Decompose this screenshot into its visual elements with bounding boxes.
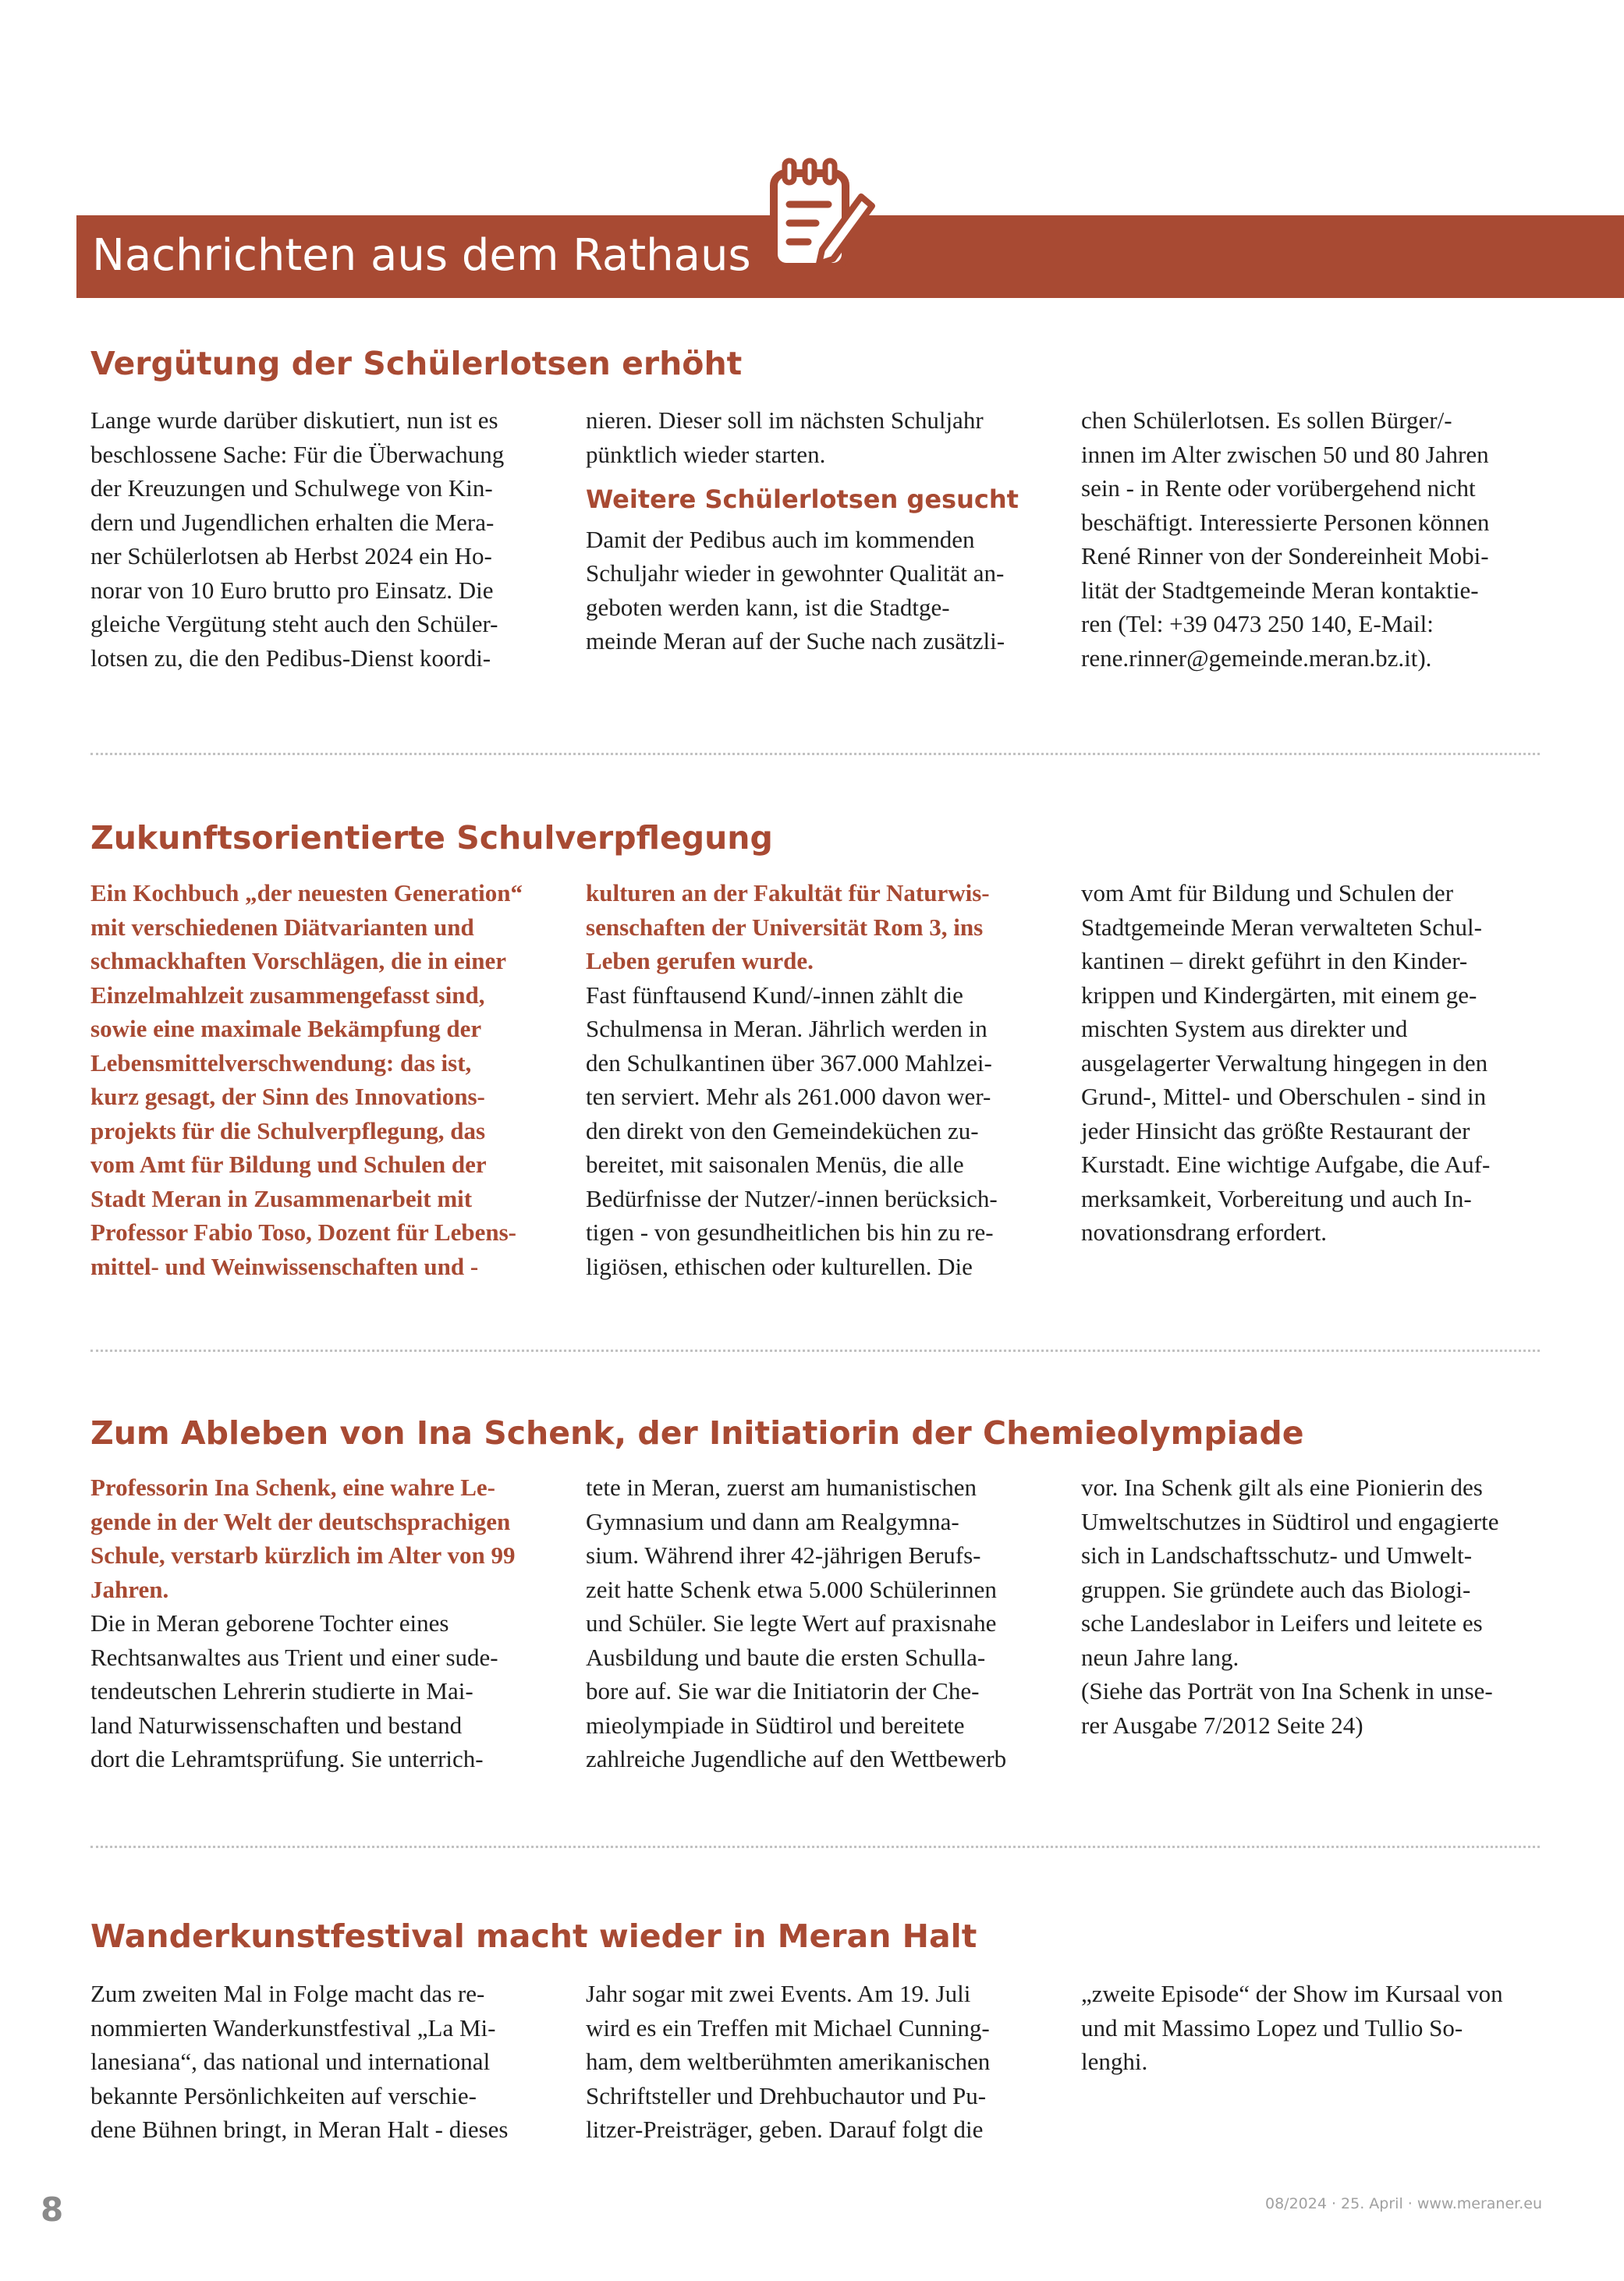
text-line: (Siehe das Porträt von Ina Schenk in unse- <box>1081 1677 1493 1705</box>
text-line: wird es ein Treffen mit Michael Cunning- <box>586 2013 990 2042</box>
section-divider <box>90 1846 1540 1848</box>
text-line: Gymnasium und dann am Realgymna- <box>586 1507 959 1535</box>
text-line: „zweite Episode“ der Show im Kursaal von <box>1081 1980 1503 2007</box>
article-schuelerlotsen <box>90 345 1541 672</box>
footer-info: 08/2024 · 25. April · www.meraner.eu <box>1265 2195 1542 2212</box>
lead-line: Ein Kochbuch „der neuesten Generation“ <box>90 879 523 906</box>
text-line: ten serviert. Mehr als 261.000 davon wer- <box>586 1083 991 1110</box>
lead-line: Einzelmahlzeit zusammengefasst sind, <box>90 981 485 1009</box>
text-line: ausgelagerter Verwaltung hingegen in den <box>1081 1048 1488 1077</box>
section-title: Nachrichten aus dem Rathaus <box>92 230 751 281</box>
text-line: lität der Stadtgemeinde Meran kontaktie- <box>1081 576 1479 604</box>
lead-line: kurz gesagt, der Sinn des Innovations- <box>90 1083 485 1110</box>
lead-line: mit verschiedenen Diätvarianten und <box>90 913 474 941</box>
article-column <box>1081 876 1541 1283</box>
text-line: bekannte Persönlichkeiten auf verschie- <box>90 2081 477 2109</box>
text-line: zeit hatte Schenk etwa 5.000 Schülerinnen <box>586 1575 997 1603</box>
text-line: Stadtgemeinde Meran verwalteten Schul- <box>1081 913 1482 941</box>
text-line: Kurstadt. Eine wichtige Aufgabe, die Auf- <box>1081 1151 1491 1178</box>
text-line: sich in Landschaftsschutz- und Umwelt- <box>1081 1541 1473 1569</box>
text-line: und mit Massimo Lopez und Tullio So- <box>1081 2013 1463 2042</box>
lead-line: sowie eine maximale Bekämpfung der <box>90 1015 482 1042</box>
text-line: Fast fünftausend Kund/-innen zählt die <box>586 981 963 1009</box>
article-wanderkunstfestival <box>90 1917 1541 2143</box>
lead-line: Schule, verstarb kürzlich im Alter von 99 <box>90 1541 516 1569</box>
text-line: rer Ausgabe 7/2012 Seite 24) <box>1081 1711 1363 1739</box>
article-column <box>90 403 551 675</box>
text-line: litzer-Preisträger, geben. Darauf folgt die <box>586 2116 984 2143</box>
article-column <box>90 1977 551 2147</box>
article-title: Zum Ableben von Ina Schenk, der Initiatiorin der Chemieolympiade <box>90 1414 1304 1452</box>
text-line: nieren. Dieser soll im nächsten Schuljahr <box>586 406 984 434</box>
section-divider <box>90 753 1540 755</box>
text-line: krippen und Kindergärten, mit einem ge- <box>1081 981 1477 1009</box>
text-line: Damit der Pedibus auch im kommenden <box>586 525 975 553</box>
lead-line: gende in der Welt der deutschsprachigen <box>90 1507 511 1535</box>
text-line: zahlreiche Jugendliche auf den Wettbewerb <box>586 1745 1007 1772</box>
lead-line: vom Amt für Bildung und Schulen der <box>90 1151 487 1178</box>
article-column <box>586 1977 1046 2147</box>
text-line: Lange wurde darüber diskutiert, nun ist es <box>90 406 498 434</box>
text-line: Schulmensa in Meran. Jährlich werden in <box>586 1015 988 1042</box>
text-line: der Kreuzungen und Schulwege von Kin- <box>90 474 493 502</box>
article-title: Zukunftsorientierte Schulverpflegung <box>90 819 773 857</box>
text-line: land Naturwissenschaften und bestand <box>90 1711 463 1739</box>
article-column <box>586 1470 1046 1776</box>
lead-line: Professorin Ina Schenk, eine wahre Le- <box>90 1474 495 1501</box>
page-number: 8 <box>41 2191 64 2229</box>
text-line: lanesiana“, das national und international <box>90 2048 491 2075</box>
text-line: gleiche Vergütung steht auch den Schüler- <box>90 610 498 637</box>
text-line: tigen - von gesundheitlichen bis hin zu re- <box>586 1219 994 1246</box>
text-line: vor. Ina Schenk gilt als eine Pionierin des <box>1081 1474 1483 1501</box>
text-line: sium. Während ihrer 42-jährigen Berufs- <box>586 1541 981 1569</box>
article-column <box>586 876 1046 1283</box>
text-line: kantinen – direkt geführt in den Kinder- <box>1081 947 1468 974</box>
text-line: ner Schülerlotsen ab Herbst 2024 ein Ho- <box>90 542 492 569</box>
text-line: den direkt von den Gemeindeküchen zu- <box>586 1116 979 1144</box>
article-title: Wanderkunstfestival macht wieder in Meran Halt <box>90 1917 977 1955</box>
article-column <box>586 403 1046 675</box>
article-column <box>1081 1977 1541 2147</box>
text-line: ham, dem weltberühmten amerikanischen <box>586 2048 991 2075</box>
article-ina-schenk <box>90 1414 1541 1772</box>
article-column <box>90 876 551 1283</box>
article-title: Vergütung der Schülerlotsen erhöht <box>90 345 743 382</box>
lead-line: schmackhaften Vorschlägen, die in einer <box>90 947 507 974</box>
article-subheading: Weitere Schülerlotsen gesucht <box>586 484 1019 514</box>
article-schulverpflegung <box>90 819 1541 1280</box>
text-line: nommierten Wanderkunstfestival „La Mi- <box>90 2013 496 2042</box>
text-line: René Rinner von der Sondereinheit Mobi- <box>1081 542 1489 569</box>
text-line: novationsdrang erfordert. <box>1081 1219 1328 1246</box>
article-column <box>1081 1470 1541 1776</box>
text-line: sein - in Rente oder vorübergehend nicht <box>1081 474 1476 502</box>
text-line: Bedürfnisse der Nutzer/-innen berücksich- <box>586 1184 998 1212</box>
text-line: chen Schülerlotsen. Es sollen Bürger/- <box>1081 406 1452 434</box>
text-line: pünktlich wieder starten. <box>586 440 826 468</box>
text-line: merksamkeit, Vorbereitung und auch In- <box>1081 1184 1472 1212</box>
text-line: rene.rinner@gemeinde.meran.bz.it). <box>1081 644 1432 672</box>
text-line: lenghi. <box>1081 2048 1148 2075</box>
text-line: tendeutschen Lehrerin studierte in Mai- <box>90 1677 473 1705</box>
lead-line: Lebensmittelverschwendung: das ist, <box>90 1048 472 1077</box>
text-line: mischten System aus direkter und <box>1081 1015 1408 1042</box>
lead-line: Professor Fabio Toso, Dozent für Lebens- <box>90 1219 516 1246</box>
text-line: und Schüler. Sie legte Wert auf praxisnahe <box>586 1609 997 1637</box>
text-line: neun Jahre lang. <box>1081 1643 1239 1671</box>
text-line: geboten werden kann, ist die Stadtge- <box>586 593 950 621</box>
section-divider <box>90 1350 1540 1352</box>
notepad-pencil-icon <box>768 156 877 273</box>
lead-line: kulturen an der Fakultät für Naturwis- <box>586 879 990 906</box>
text-line: dene Bühnen bringt, in Meran Halt - dieses <box>90 2116 509 2143</box>
text-line: Umweltschutzes in Südtirol und engagierte <box>1081 1507 1499 1535</box>
lead-line: mittel- und Weinwissenschaften und - <box>90 1252 479 1280</box>
article-column <box>1081 403 1541 675</box>
text-line: beschäftigt. Interessierte Personen können <box>1081 508 1490 536</box>
text-line: ren (Tel: +39 0473 250 140, E-Mail: <box>1081 610 1434 637</box>
article-column <box>90 1470 551 1776</box>
lead-line: Jahren. <box>90 1575 169 1603</box>
text-line: bereitet, mit saisonalen Menüs, die alle <box>586 1151 964 1178</box>
lead-line: senschaften der Universität Rom 3, ins <box>586 913 984 941</box>
text-line: tete in Meran, zuerst am humanistischen <box>586 1474 977 1501</box>
text-line: dern und Jugendlichen erhalten die Mera- <box>90 508 495 536</box>
text-line: bore auf. Sie war die Initiatorin der Che- <box>586 1677 980 1705</box>
text-line: den Schulkantinen über 367.000 Mahlzei- <box>586 1048 992 1077</box>
text-line: Grund-, Mittel- und Oberschulen - sind in <box>1081 1083 1487 1110</box>
lead-line: Leben gerufen wurde. <box>586 947 814 974</box>
text-line: beschlossene Sache: Für die Überwachung <box>90 440 505 468</box>
text-line: sche Landeslabor in Leifers und leitete es <box>1081 1609 1483 1637</box>
text-line: mieolympiade in Südtirol und bereitete <box>586 1711 965 1739</box>
text-line: Ausbildung und baute die ersten Schulla- <box>586 1643 986 1671</box>
text-line: Die in Meran geborene Tochter eines <box>90 1609 449 1637</box>
text-line: Zum zweiten Mal in Folge macht das re- <box>90 1980 485 2007</box>
text-line: Rechtsanwaltes aus Trient und einer sude- <box>90 1643 498 1671</box>
text-line: norar von 10 Euro brutto pro Einsatz. Die <box>90 576 494 604</box>
text-line: dort die Lehramtsprüfung. Sie unterrich- <box>90 1745 484 1772</box>
lead-line: projekts für die Schulverpflegung, das <box>90 1116 486 1144</box>
text-line: Jahr sogar mit zwei Events. Am 19. Juli <box>586 1980 971 2007</box>
text-line: innen im Alter zwischen 50 und 80 Jahren <box>1081 440 1489 468</box>
text-line: Schuljahr wieder in gewohnter Qualität an- <box>586 559 1005 587</box>
text-line: gruppen. Sie gründete auch das Biologi- <box>1081 1575 1471 1603</box>
lead-line: Stadt Meran in Zusammenarbeit mit <box>90 1184 473 1212</box>
text-line: ligiösen, ethischen oder kulturellen. Die <box>586 1252 973 1280</box>
text-line: Schriftsteller und Drehbuchautor und Pu- <box>586 2081 987 2109</box>
text-line: lotsen zu, die den Pedibus-Dienst koordi- <box>90 644 491 672</box>
text-line: jeder Hinsicht das größte Restaurant der <box>1081 1116 1470 1144</box>
text-line: meinde Meran auf der Suche nach zusätzli- <box>586 627 1005 655</box>
text-line: vom Amt für Bildung und Schulen der <box>1081 879 1454 906</box>
